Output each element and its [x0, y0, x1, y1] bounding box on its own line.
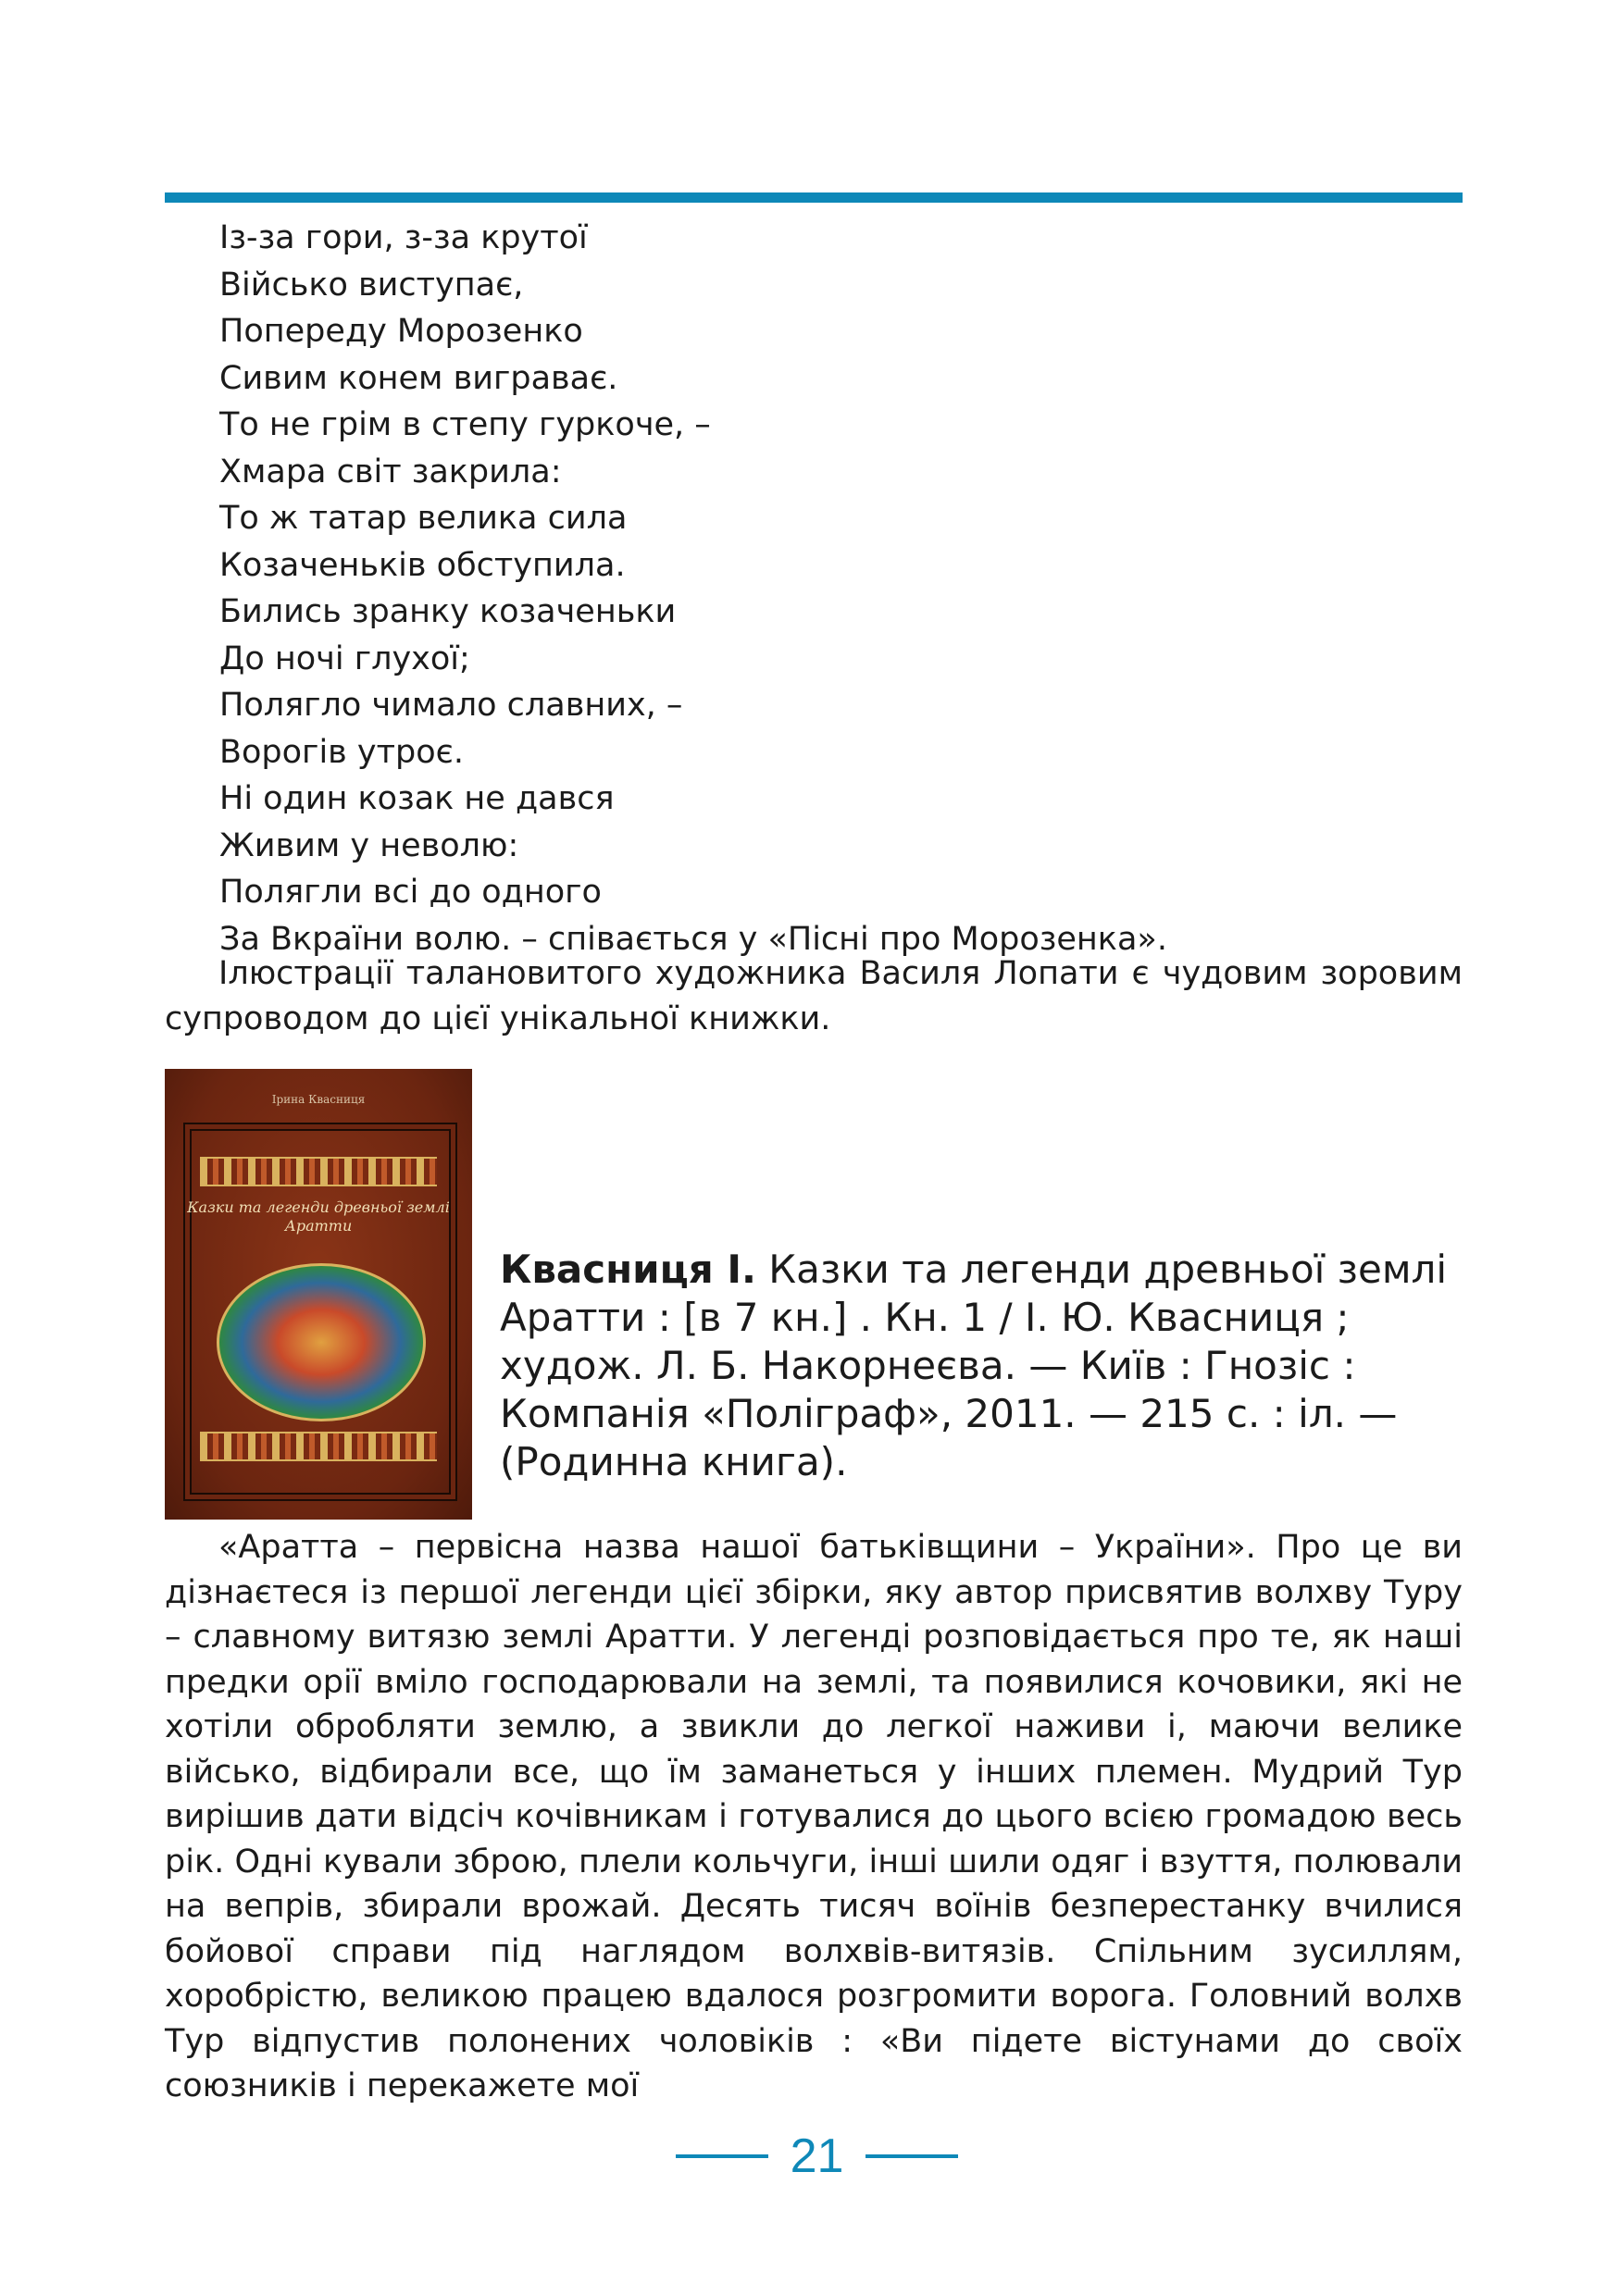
- reference-text: Казки та легенди древньої землі Аратти : [в 7 кн.] . Кн. 1 / І. Ю. Квасниця ; худож. Л. Б. Накорнеєва. — Київ : Гнозіс : Компанія «Поліграф», 2011. — 215 с. : іл. — (Родинна книга).: [500, 1247, 1448, 1484]
- poem-line: Сивим конем виграває.: [219, 359, 618, 397]
- poem-line: Ні один козак не дався: [219, 780, 615, 817]
- poem-line: Попереду Морозенко: [219, 313, 583, 350]
- poem-line: Бились зранку козаченьки: [219, 593, 677, 630]
- poem-line: Живим у неволю:: [219, 826, 519, 864]
- book-cover-image: [165, 1069, 472, 1520]
- cover-title: Казки та легенди древньої землі Аратти: [187, 1198, 450, 1235]
- poem-line: Хмара світ закрила:: [219, 453, 562, 490]
- poem-line: До ночі глухої;: [219, 639, 470, 677]
- poem-line: Полягли всі до одного: [219, 874, 602, 911]
- page-number: 21: [790, 2129, 844, 2183]
- bibliographic-reference: [500, 1246, 1463, 1486]
- cover-author: Ірина Квасниця: [271, 1093, 366, 1106]
- poem-line: Полягло чимало славних, –: [219, 687, 683, 724]
- cover-ornament-band: [200, 1157, 437, 1186]
- illustrations-paragraph: Ілюстрації талановитого художника Василя Лопати є чудовим зоровим супроводом до цієї унікальної книжки.: [165, 955, 1463, 1037]
- page-number-rule-right: [866, 2154, 958, 2158]
- page-footer: [0, 2128, 1619, 2184]
- poem-line: То ж татар велика сила: [219, 500, 628, 537]
- poem-line: Військо виступає,: [219, 266, 524, 304]
- cover-ornament-band: [200, 1432, 437, 1461]
- poem-line: Ворогів утроє.: [219, 733, 464, 771]
- poem-line: Козаченьків обступила.: [219, 546, 626, 584]
- poem: [219, 215, 1460, 962]
- poem-line: Із-за гори, з-за крутої: [219, 219, 588, 256]
- poem-line: За Вкраїни волю. – співається у «Пісні про Морозенка».: [219, 920, 1167, 958]
- aratta-paragraph: «Аратта – первісна назва нашої батьківщини – України». Про це ви дізнаєтеся із першої легенди цієї збірки, яку автор присвятив волхву Туру – славному витязю землі Аратти. У легенді розповідається про те, як наші предки орії вміло господарювали на землі, та появилися кочовики, які не хотіли обробляти землю, а звикли до легкої наживи і, маючи велике військо, відбирали все, що їм заманеться у інших племен. Мудрий Тур вирішив дати відсіч кочівникам і готувалися до цього всією громадою весь рік. Одні кували зброю, плели кольчуги, інші шили одяг і взуття, полювали на вепрів, збирали врожай. Десять тисяч воїнів безперестанку вчилися бойової справи під наглядом волхвів-витязів. Спільним зусиллям, хоробрістю, великою працею вдалося розгромити ворога. Головний волхв Тур відпустив полонених чоловіків : «Ви підете вістунами до своїх союзників і перекажете мої: [165, 1529, 1463, 2104]
- top-rule: [165, 192, 1463, 203]
- cover-illustration: [217, 1263, 426, 1421]
- reference-author: Квасниця І.: [500, 1247, 756, 1292]
- poem-line: То не грім в степу гуркоче, –: [219, 406, 711, 443]
- page-number-rule-left: [676, 2154, 768, 2158]
